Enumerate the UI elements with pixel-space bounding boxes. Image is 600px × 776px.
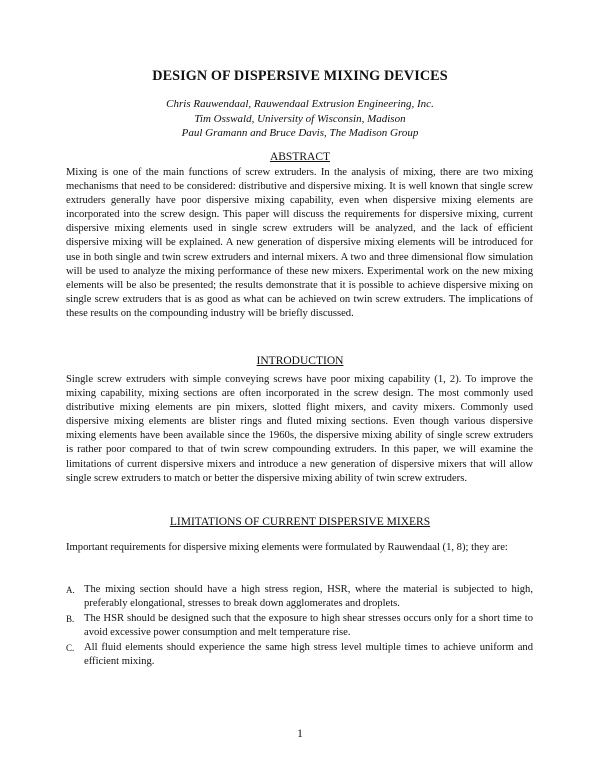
list-item-text: The mixing section should have a high stress region, HSR, where the material is subjected to high, preferably elongational, stresses to break down agglomerates and droplets.	[84, 584, 533, 610]
list-marker: A.	[66, 585, 75, 595]
author-line: Tim Osswald, University of Wisconsin, Madison	[194, 112, 406, 125]
list-item	[66, 612, 533, 640]
abstract-paragraph: Mixing is one of the main functions of screw extruders. In the analysis of mixing, there are two mixing mechanisms that need to be considered: distributive and dispersive mixing. It is well known that single screw extruders generally have poor dispersive mixing capability, even when dispersive mixing elements are incorporated into the screw design. This paper will discuss the requirements for dispersive mixing, current dispersive mixing elements used in single screw extruders will be analyzed, and the lack of efficient dispersive mixing will be explained. A new generation of dispersive mixing elements will be introduced for use in both single and twin screw extruders and internal mixers. A two and three dimensional flow simulation will be used to analyze the mixing performance of these new mixers. Experimental work on the new mixing elements will be also be presented; the results demonstrate that it is possible to achieve dispersive mixing on single screw extruders that is as good as what can be achieved on twin screw extruders. The implications of these results on the compounding industry will be briefly discussed.	[66, 167, 533, 319]
limitations-intro: Important requirements for dispersive mixing elements were formulated by Rauwendaal (1, 8); they are:	[66, 542, 508, 553]
limitations-heading: LIMITATIONS OF CURRENT DISPERSIVE MIXERS	[169, 516, 431, 528]
author-block	[0, 97, 600, 141]
list-item	[66, 583, 533, 611]
list-item	[66, 641, 533, 669]
author-line: Paul Gramann and Bruce Davis, The Madison Group	[181, 127, 419, 139]
requirements-list	[66, 583, 533, 671]
page-number: 1	[297, 728, 303, 740]
introduction-paragraph: Single screw extruders with simple conveying screws have poor mixing capability (1, 2). To improve the mixing capability, mixing sections are often incorporated in the screw design. The most commonly used distributive mixing elements are pin mixers, slotted flight mixers, and cavity mixers. Commonly used dispersive mixing elements are blister rings and fluted mixing sections. Even though various dispersive mixing elements have been available since the 1960s, the dispersive mixing ability of single screw extruders is rather poor compared to that of twin screw compounding extruders. In this paper, we will examine the limitations of current dispersive mixers and introduce a new generation of dispersive mixers that will allow single screw extruders to match or better the dispersive mixing ability of twin screw extruders.	[66, 374, 533, 484]
list-marker: C.	[66, 643, 75, 654]
list-item-text: The HSR should be designed such that the exposure to high shear stresses occurs only for a short time to avoid excessive power consumption and melt temperature rise.	[84, 613, 533, 639]
list-marker: B.	[66, 614, 75, 625]
abstract-heading: ABSTRACT	[269, 151, 331, 163]
paper-title: DESIGN OF DISPERSIVE MIXING DEVICES	[152, 68, 448, 84]
introduction-heading: INTRODUCTION	[256, 355, 344, 367]
author-line: Chris Rauwendaal, Rauwendaal Extrusion Engineering, Inc.	[166, 98, 434, 110]
list-item-text: All fluid elements should experience the same high stress level multiple times to achieve uniform and efficient mixing.	[84, 642, 533, 668]
